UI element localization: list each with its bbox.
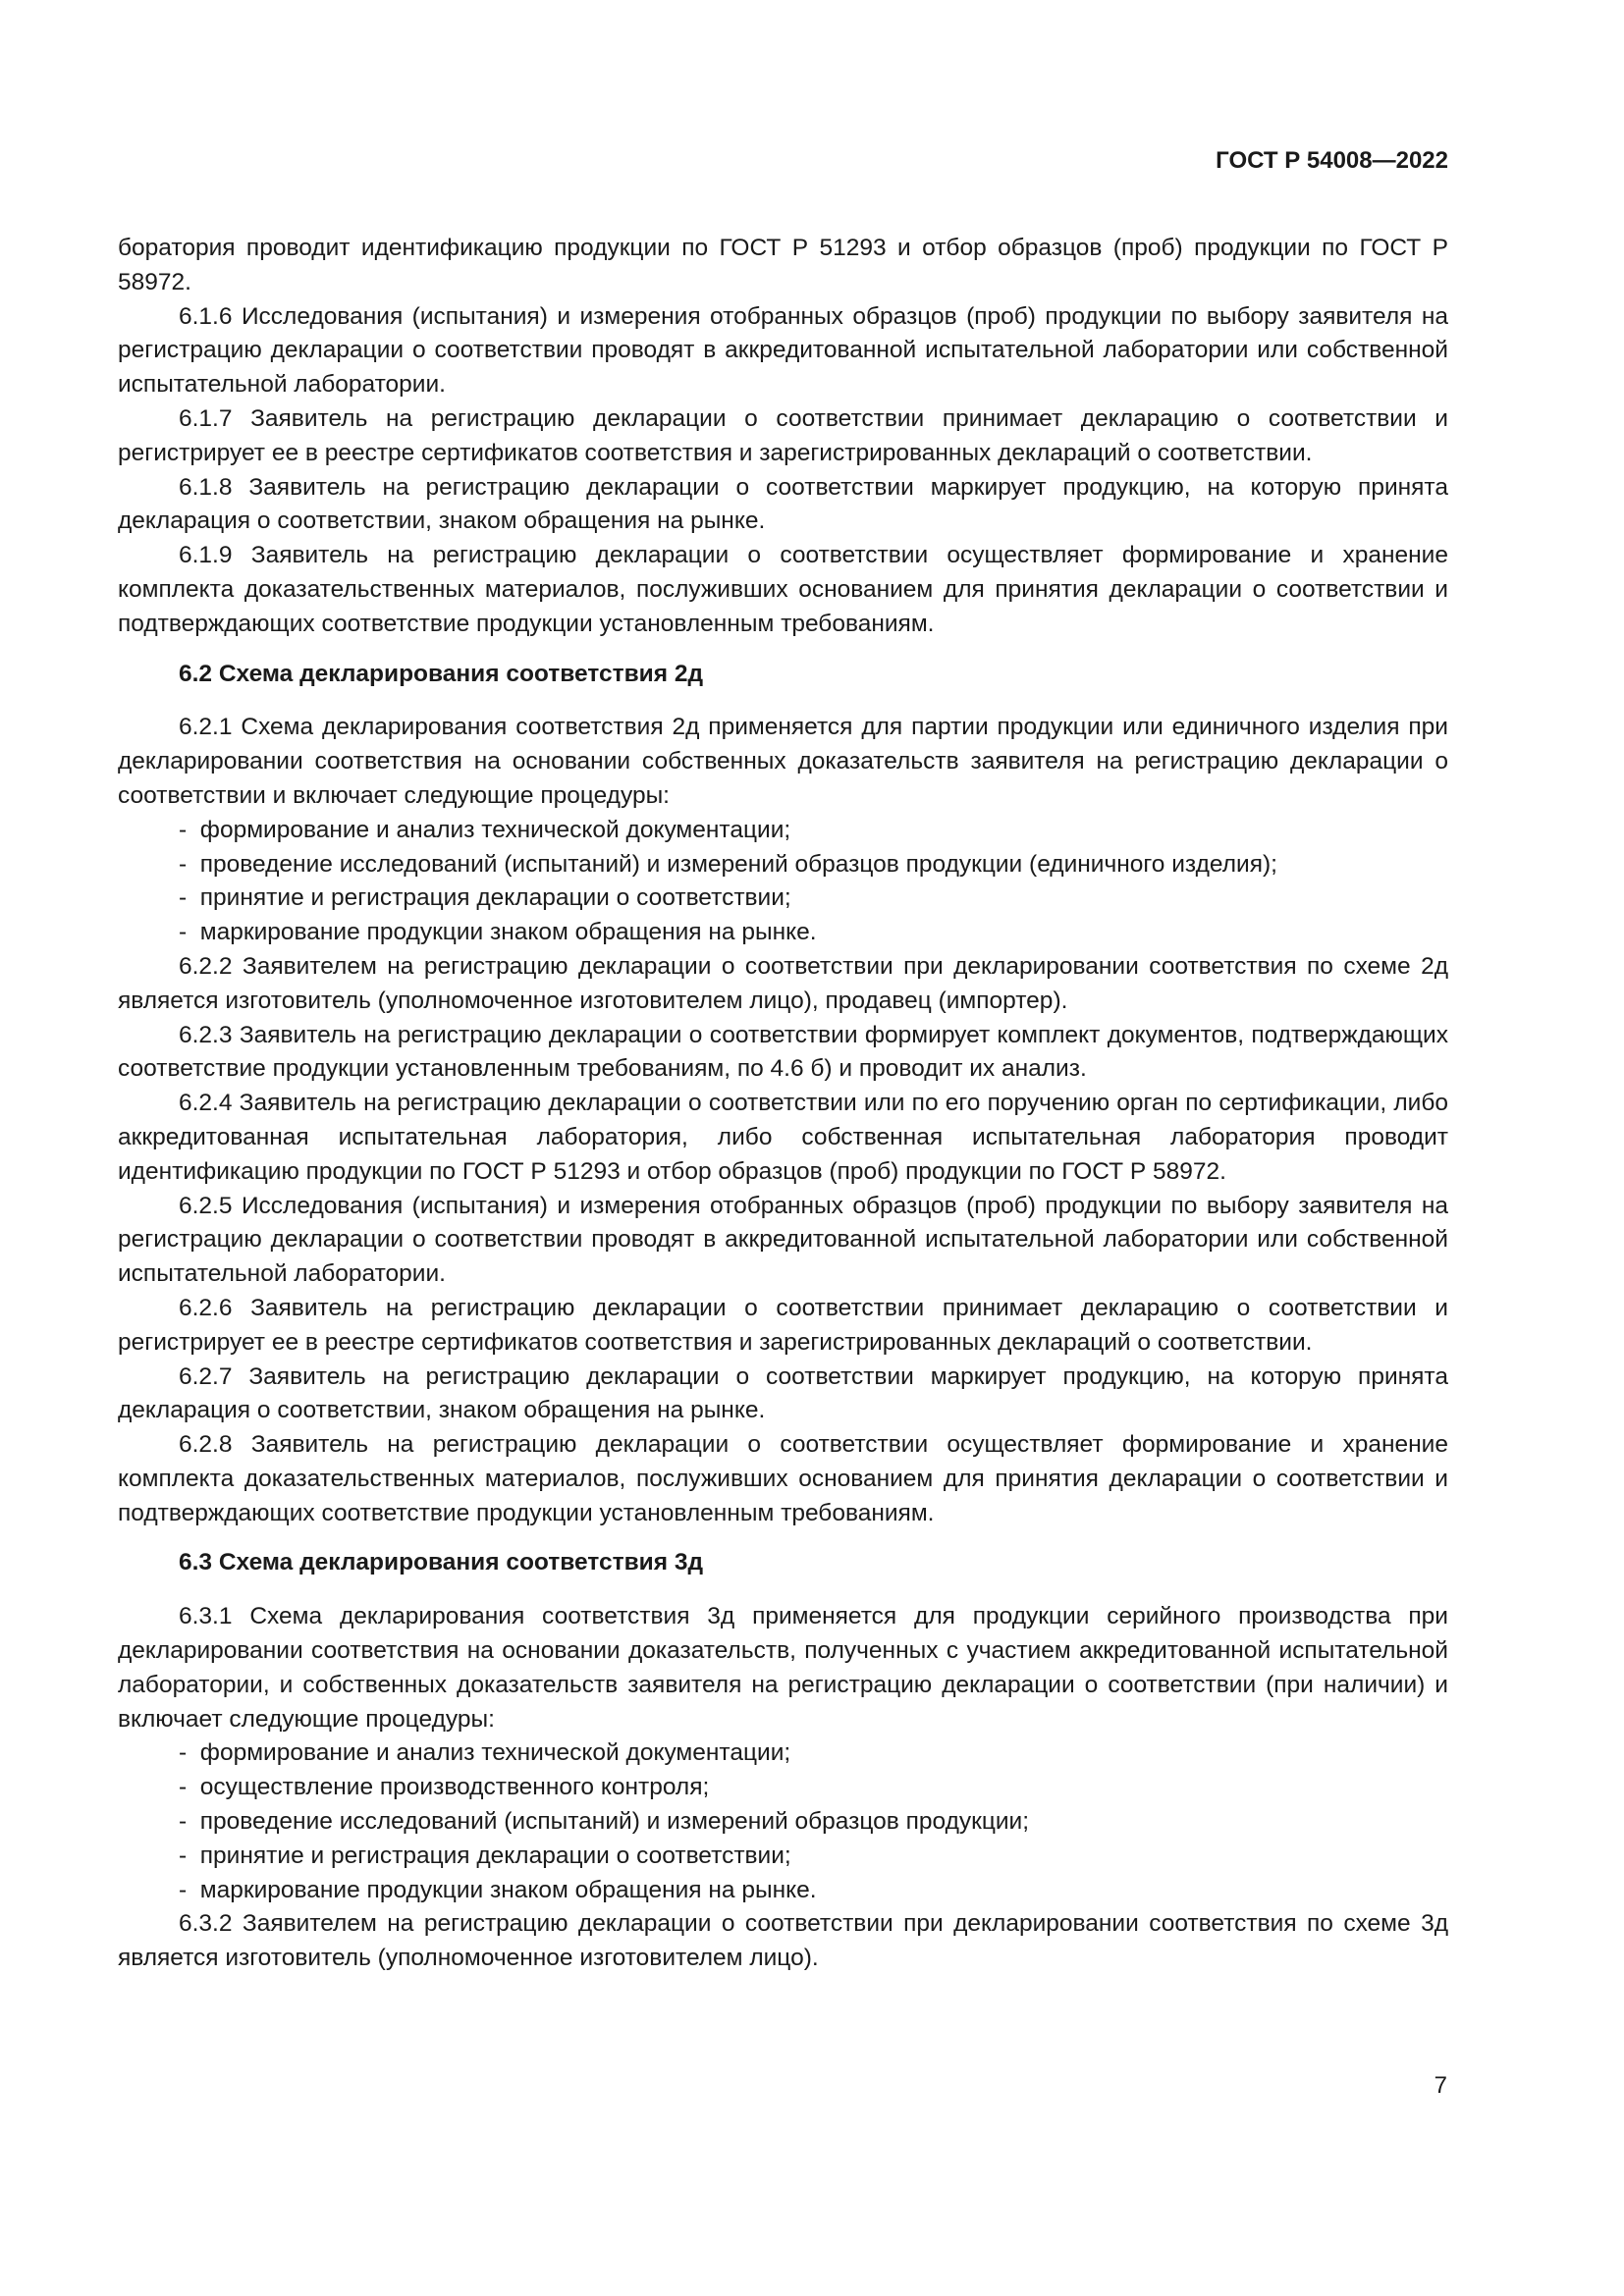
paragraph: 6.2.5 Исследования (испытания) и измерения отобранных образцов (проб) продукции по выбору заявителя на регистрацию декларации о соответствии проводят в аккредитованной испытательной лаборатории или собственной испытательной лаборатории.: [118, 1192, 1448, 1288]
list-item: - принятие и регистрация декларации о соответствии;: [179, 881, 1448, 916]
list-item: - формирование и анализ технической документации;: [179, 1736, 1448, 1771]
paragraph-continuation: боратория проводит идентификацию продукции по ГОСТ Р 51293 и отбор образцов (проб) продукции по ГОСТ Р 58972.: [118, 235, 1448, 295]
section-heading: 6.2 Схема декларирования соответствия 2д: [179, 660, 704, 687]
paragraph: 6.1.6 Исследования (испытания) и измерения отобранных образцов (проб) продукции по выбору заявителя на регистрацию декларации о соответствии проводят в аккредитованной испытательной лаборатории или собственной испытательной лаборатории.: [118, 302, 1448, 399]
paragraph: 6.2.2 Заявителем на регистрацию декларации о соответствии при декларировании соответствия по схеме 2д является изготовитель (уполномоченное изготовителем лицо), продавец (импортер).: [118, 952, 1448, 1014]
list-item: - проведение исследований (испытаний) и измерений образцов продукции (единичного изделия);: [179, 848, 1448, 882]
list-item: - осуществление производственного контроля;: [179, 1771, 1448, 1805]
paragraph: 6.2.6 Заявитель на регистрацию декларации о соответствии принимает декларацию о соответствии и регистрирует ее в реестре сертификатов соответствия и зарегистрированных деклараций о соответствии.: [118, 1294, 1448, 1356]
list-item: - маркирование продукции знаком обращения на рынке.: [179, 1874, 1448, 1908]
paragraph: 6.1.8 Заявитель на регистрацию декларации о соответствии маркирует продукцию, на которую принята декларация о соответствии, знаком обращения на рынке.: [118, 473, 1448, 535]
procedure-list: [118, 1736, 1448, 1907]
document-code: ГОСТ Р 54008—2022: [1216, 147, 1448, 174]
paragraph: 6.2.4 Заявитель на регистрацию декларации о соответствии или по его поручению орган по сертификации, либо аккредитованная испытательная лаборатория, либо собственная испытательная лаборатория проводит идентификацию продукции по ГОСТ Р 51293 и отбор образцов (проб) продукции по ГОСТ Р 58972.: [118, 1090, 1448, 1185]
page-number: 7: [1434, 2072, 1447, 2099]
paragraph: 6.2.3 Заявитель на регистрацию декларации о соответствии формирует комплект документов, подтверждающих соответствие продукции установленным требованиям, по 4.6 б) и проводит их анализ.: [118, 1021, 1448, 1083]
list-item: - принятие и регистрация декларации о соответствии;: [179, 1840, 1448, 1874]
paragraph: 6.3.1 Схема декларирования соответствия 3д применяется для продукции серийного производства при декларировании соответствия на основании доказательств, полученных с участием аккредитованной испытательной лаборатории, и собственных доказательств заявителя на регистрацию декларации о соответствии (при наличии) и включает следующие процедуры:: [118, 1603, 1448, 1733]
paragraph: 6.1.9 Заявитель на регистрацию декларации о соответствии осуществляет формирование и хранение комплекта доказательственных материалов, послуживших основанием для принятия декларации о соответствии и подтверждающих соответствие продукции установленным требованиям.: [118, 542, 1448, 637]
procedure-list: [118, 814, 1448, 950]
list-item: - проведение исследований (испытаний) и измерений образцов продукции;: [179, 1805, 1448, 1840]
paragraph: 6.1.7 Заявитель на регистрацию декларации о соответствии принимает декларацию о соответствии и регистрирует ее в реестре сертификатов соответствия и зарегистрированных деклараций о соответствии.: [118, 404, 1448, 466]
list-item: - формирование и анализ технической документации;: [179, 814, 1448, 848]
paragraph: 6.2.1 Схема декларирования соответствия 2д применяется для партии продукции или единичного изделия при декларировании соответствия на основании собственных доказательств заявителя на регистрацию декларации о соответствии и включает следующие процедуры:: [118, 714, 1448, 809]
document-body: [118, 232, 1448, 1976]
section-heading: 6.3 Схема декларирования соответствия 3д: [179, 1549, 704, 1576]
list-item: - маркирование продукции знаком обращения на рынке.: [179, 916, 1448, 950]
paragraph: 6.2.8 Заявитель на регистрацию декларации о соответствии осуществляет формирование и хранение комплекта доказательственных материалов, послуживших основанием для принятия декларации о соответствии и подтверждающих соответствие продукции установленным требованиям.: [118, 1431, 1448, 1526]
paragraph: 6.2.7 Заявитель на регистрацию декларации о соответствии маркирует продукцию, на которую принята декларация о соответствии, знаком обращения на рынке.: [118, 1362, 1448, 1424]
paragraph: 6.3.2 Заявителем на регистрацию декларации о соответствии при декларировании соответствия по схеме 3д является изготовитель (уполномоченное изготовителем лицо).: [118, 1910, 1448, 1972]
